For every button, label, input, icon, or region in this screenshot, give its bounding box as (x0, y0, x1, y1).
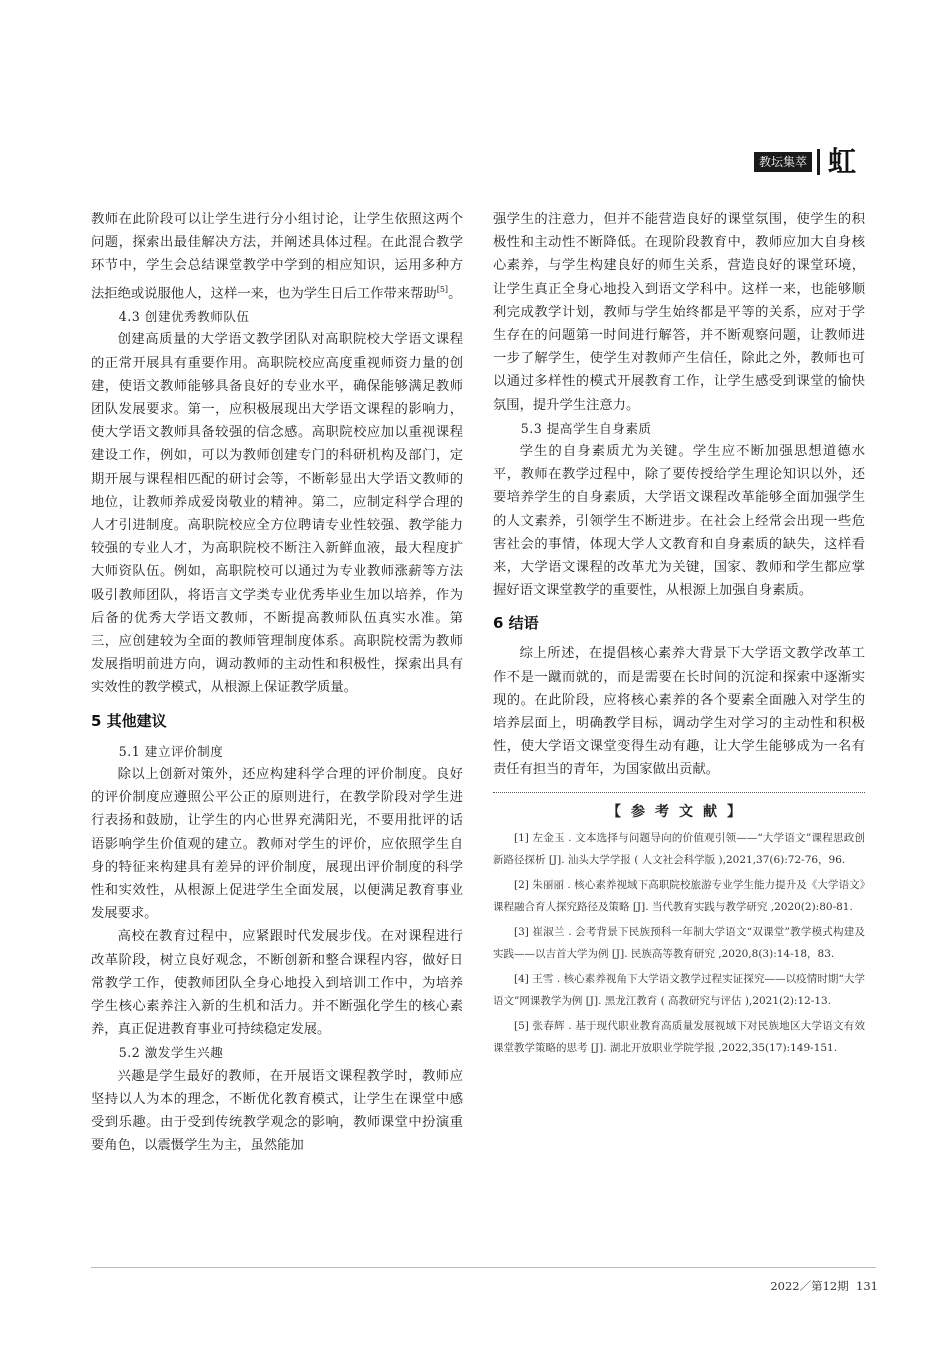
paragraph: 强学生的注意力，但并不能营造良好的课堂氛围，使学生的积极性和主动性不断降低。在现阶段教育中，教师应加大自身核心素养，与学生构建良好的师生关系，营造良好的课堂环境，让学生真正全身心地投入到语文学科中。这样一来，也能够顺利完成教学计划，教师与学生始终都是平等的关系，应对于学生存在的问题第一时间进行解答，并不断观察问题，让教师进一步了解学生，使学生对教师产生信任，除此之外，教师也可以通过多样性的模式开展教育工作，让学生感受到课堂的愉快氛围，提升学生注意力。 (493, 212, 865, 413)
section-heading: 6 结语 (493, 614, 539, 633)
subsection-heading: 5.3 提高学生自身素质 (520, 420, 652, 436)
subsection-heading: 5.1 建立评价制度 (118, 743, 224, 759)
magazine-logo: 虹 (827, 145, 856, 178)
issue-label: 2022／第12期 (770, 1279, 849, 1293)
column-badge: 教坛集萃 (754, 152, 812, 172)
header-divider (817, 149, 820, 175)
reference-item: [4] 王雪 . 核心素养视角下大学语文教学过程实证探究——以疫情时期“大学语文”网课教学为例 [J]. 黑龙江教育 ( 高教研究与评估 ),2021(2):12-13. (493, 972, 865, 1008)
subsection-heading: 4.3 创建优秀教师队伍 (118, 309, 250, 325)
page-footer (770, 1278, 878, 1294)
references-title: 【参考文献】 (607, 803, 751, 820)
section-heading: 5 其他建议 (91, 711, 167, 730)
paragraph: 综上所述，在提倡核心素养大背景下大学语文教学改革工作不是一蹴而就的，而是需要在长时间的沉淀和探索中逐渐实现的。在此阶段，应将核心素养的各个要素全面融入对学生的培养层面上，明确教学目标，调动学生对学习的主动性和积极性，使大学语文课堂变得生动有趣，让大学生能够成为一名有责任有担当的青年，为国家做出贡献。 (493, 646, 865, 778)
dotted-divider (493, 792, 865, 793)
paragraph: 高校在教育过程中，应紧跟时代发展步伐。在对课程进行改革阶段，树立良好观念，不断创新和整合课程内容，做好日常教学工作，使教师团队全身心地投入到培训工作中，为培养学生核心素养注入新的生机和活力。并不断强化学生的核心素养，真正促进教育事业可持续稳定发展。 (91, 929, 463, 1038)
page-header (754, 147, 856, 177)
paragraph: 创建高质量的大学语文教学团队对高职院校大学语文课程的正常开展具有重要作用。高职院校应高度重视师资力量的创建，使语文教师能够具备良好的专业水平，确保能够满足教师团队发展要求。第一，应积极展现出大学语文课程的影响力，使大学语文教师具备较强的信念感。高职院校应加以重视课程建设工作，例如，可以为教师创建专门的科研机构及部门，定期开展与课程相匹配的研讨会等，不断彰显出大学语文教师的地位，让教师养成爱岗敬业的精神。第二，应制定科学合理的人才引进制度。高职院校应全方位聘请专业性较强、教学能力较强的专业人才，为高职院校不断注入新鲜血液，最大程度扩大师资队伍。例如，高职院校可以通过为专业教师涨薪等方法吸引教师团队，将语言文学类专业优秀毕业生加以培养，作为后备的优秀大学语文教师，不断提高教师队伍真实水准。第三，应创建较为全面的教师管理制度体系。高职院校需为教师发展指明前进方向，调动教师的主动性和积极性，探索出具有实效性的教学模式，从根源上保证教学质量。 (91, 332, 463, 696)
subsection-heading: 5.2 激发学生兴趣 (118, 1045, 224, 1061)
page-number: 131 (856, 1279, 878, 1293)
reference-item: [1] 左金玉 . 文本选择与问题导向的价值观引领——“大学语文”课程思政创新路径探析 [J]. 汕头大学学报 ( 人文社会科学版 ),2021,37(6):72-76，96. (493, 831, 865, 867)
reference-item: [5] 张春辉 . 基于现代职业教育高质量发展视域下对民族地区大学语文有效课堂教学策略的思考 [J]. 湖北开放职业学院学报 ,2022,35(17):149-151. (493, 1019, 865, 1055)
paragraph: 学生的自身素质尤为关键。学生应不断加强思想道德水平，教师在教学过程中，除了要传授给学生理论知识以外，还要培养学生的自身素质，大学语文课程改革能够全面加强学生的人文素养，引领学生不断进步。在社会上经常会出现一些危害社会的事情，体现大学人文教育和自身素质的缺失，这样看来，大学语文课程的改革尤为关键，国家、教师和学生都应掌握好语文课堂教学的重要性，从根源上加强自身素质。 (493, 444, 865, 599)
paragraph: 除以上创新对策外，还应构建科学合理的评价制度。良好的评价制度应遵照公平公正的原则进行，在教学阶段对学生进行表扬和鼓励，让学生的内心世界充满阳光，不要用批评的话语影响学生价值观的建立。教师对学生的评价，应依照学生自身的特征来构建具有差异的评价制度，展现出评价制度的科学性和实效性，从根源上促进学生全面发展，以便满足教育事业发展要求。 (91, 766, 463, 922)
paragraph: 教师在此阶段可以让学生进行分小组讨论，让学生依照这两个问题，探索出最佳解决方法，并阐述具体过程。在此混合教学环节中，学生会总结课堂教学中学到的相应知识，运用多种方法拒绝或说服他人，这样一来，也为学生日后工作带来帮助[5]。 (91, 212, 463, 302)
reference-item: [3] 崔淑兰 . 会考背景下民族预科一年制大学语文“双课堂”教学模式构建及实践——以吉首大学为例 [J]. 民族高等教育研究 ,2020,8(3):14-18，83. (493, 925, 865, 961)
citation: [5] (436, 284, 449, 294)
reference-item: [2] 朱丽丽 . 核心素养视域下高职院校旅游专业学生能力提升及《大学语文》课程融合育人探究路径及策略 [J]. 当代教育实践与教学研究 ,2020(2):80-81. (493, 878, 865, 914)
paragraph: 兴趣是学生最好的教师，在开展语文课程教学时，教师应坚持以人为本的理念，不断优化教育模式，让学生在课堂中感受到乐趣。由于受到传统教学观念的影响，教师课堂中扮演重要角色，以震慑学生为主，虽然能加 (91, 1068, 463, 1154)
right-column (493, 208, 865, 1062)
footer-rule (91, 1267, 876, 1268)
left-column (91, 208, 463, 1157)
